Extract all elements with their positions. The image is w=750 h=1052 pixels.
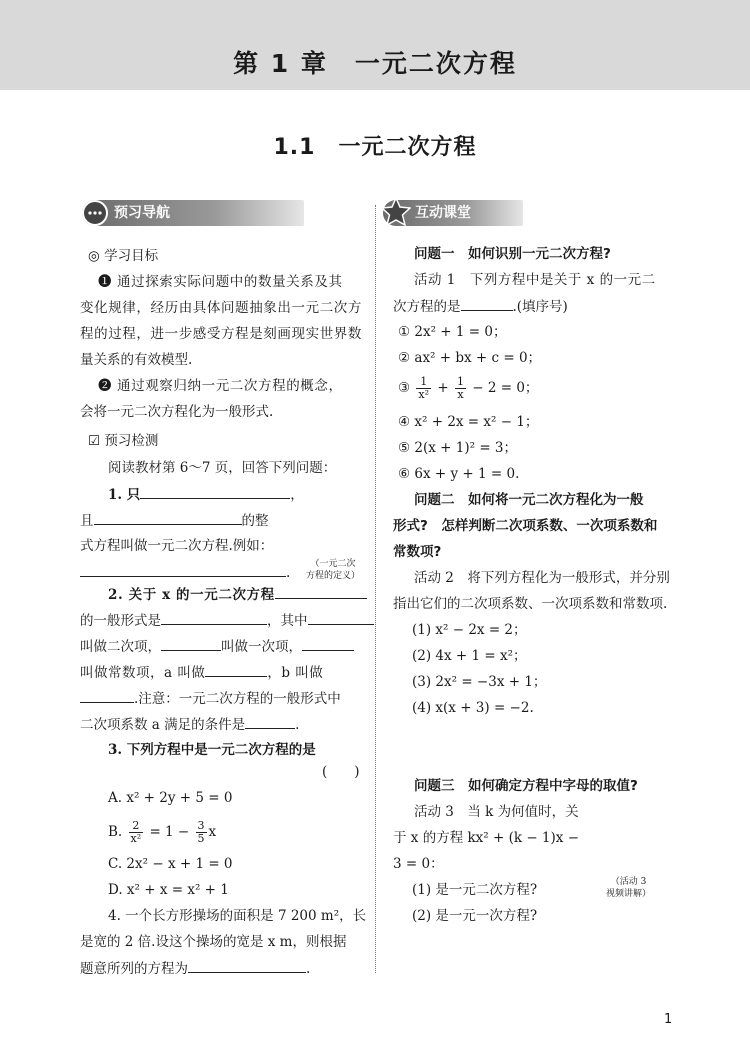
q3-option-b[interactable]: B. $\frac{2}{\text{x²}}$ = 1 − $\frac{3}{5}$ x [108, 819, 217, 845]
equation-3: ③ $\frac{1}{\text{x²}}$ + $\frac{1}{x}$ − 2 = 0； [398, 375, 539, 401]
q1-line-1: 1. 只 ， [108, 484, 304, 505]
q2-blank-4[interactable] [161, 636, 221, 651]
read-instruction: 阅读教材第 6～7 页，回答下列问题： [108, 460, 337, 476]
q4-blank[interactable] [188, 958, 306, 973]
q3-option-d[interactable]: D. x² + x = x² + 1 [108, 882, 229, 898]
fraction: $\frac{1}{x}$ [456, 375, 464, 401]
equation-5: ⑤ 2(x + 1)² = 3； [398, 440, 518, 456]
activity-3-line-2: 于 x 的方程 kx² + (k − 1)x − [393, 830, 580, 846]
q1-blank-2[interactable] [94, 510, 242, 525]
q3-option-c[interactable]: C. 2x² − x + 1 = 0 [108, 856, 233, 872]
interactive-class-banner [383, 200, 523, 226]
activity-2-item-1: (1) x² − 2x = 2； [412, 622, 527, 638]
activity-2-item-3: (3) 2x² = −3x + 1； [412, 674, 547, 690]
q1-line-4: . [80, 562, 290, 583]
activity-2-item-4: (4) x(x + 3) = −2. [412, 700, 534, 716]
pencil-check-icon: ☑ [88, 433, 101, 449]
q2-line-4: 叫做常数项，a 叫做 ，b 叫做 [80, 662, 323, 683]
target-icon: ◎ [88, 248, 100, 264]
q2-blank-6[interactable] [205, 662, 267, 677]
activity-2-item-2: (2) 4x + 1 = x²； [412, 648, 527, 664]
preview-check-heading: ☑ 预习检测 [88, 433, 159, 449]
activity-1-line-2: 次方程的是 .(填序号) [393, 296, 568, 317]
goal-1-line-3: 程的过程，进一步感受方程是刻画现实世界数 [80, 326, 362, 342]
q3-option-a[interactable]: A. x² + 2y + 5 = 0 [108, 790, 233, 806]
dots-icon [82, 200, 108, 226]
activity-1-line-1: 活动 1 下列方程中是关于 x 的一元二 [414, 272, 656, 288]
q4-line-2: 是宽的 2 倍.设这个操场的宽是 x m，则根据 [80, 934, 347, 950]
q1-blank-1[interactable] [140, 484, 290, 499]
q1-line-2: 且 的整 [80, 510, 269, 531]
equation-6: ⑥ 6x + y + 1 = 0. [398, 466, 520, 482]
video-explanation-note[interactable]: （活动 3 视频讲解） [606, 877, 652, 899]
definition-margin-note: （一元二次 方程的定义） [306, 559, 361, 581]
problem-2-heading-line-1: 问题二 如何将一元二次方程化为一般 [414, 492, 644, 508]
q3-stem: 3. 下列方程中是一元二次方程的是 [108, 742, 316, 758]
preview-guide-banner [82, 200, 304, 226]
page-number: 1 [664, 1012, 673, 1027]
q2-blank-1[interactable] [275, 584, 367, 599]
q2-line-3: 叫做二次项， 叫做一次项， [80, 636, 354, 657]
q2-line-2: 的一般形式是 ，其中 [80, 610, 374, 631]
q2-blank-2[interactable] [161, 610, 267, 625]
fraction: $\frac{3}{5}$ [197, 819, 205, 845]
star-icon [381, 197, 411, 231]
q4-line-1: 4. 一个长方形操场的面积是 7 200 m²，长 [108, 908, 367, 924]
problem-3-heading: 问题三 如何确定方程中字母的取值? [414, 778, 638, 794]
activity-1-blank[interactable] [461, 296, 513, 311]
equation-1: ① 2x² + 1 = 0； [398, 324, 507, 340]
preview-guide-title: 预习导航 [114, 205, 170, 221]
equation-4: ④ x² + 2x = x² − 1； [398, 414, 539, 430]
q2-line-1: 2. 关于 x 的一元二次方程 [108, 584, 367, 605]
interactive-class-title: 互动课堂 [415, 205, 471, 221]
activity-2-line-2: 指出它们的二次项系数、一次项系数和常数项. [393, 596, 668, 612]
column-divider [375, 205, 376, 973]
q2-blank-5[interactable] [302, 636, 354, 651]
q1-line-3: 式方程叫做一元二次方程.例如： [80, 538, 274, 554]
q2-line-5: .注意：一元二次方程的一般形式中 [80, 688, 341, 709]
chapter-title: 第 1 章 一元二次方程 [233, 49, 517, 78]
goal-1-line-1: ❶ 通过探索实际问题中的数量关系及其 [98, 274, 343, 290]
q2-blank-8[interactable] [245, 714, 295, 729]
activity-3-line-1: 活动 3 当 k 为何值时，关 [414, 804, 579, 820]
q2-blank-3[interactable] [308, 610, 374, 625]
section-title: 1.1 一元二次方程 [273, 135, 477, 160]
activity-3-line-3: 3 = 0： [393, 856, 444, 872]
fraction: $\frac{1}{\text{x²}}$ [418, 375, 430, 401]
fraction: $\frac{2}{\text{x²}}$ [130, 819, 142, 845]
activity-3-part-2: (2) 是一元一次方程? [412, 908, 538, 924]
q2-line-6: 二次项系数 a 满足的条件是 . [80, 714, 299, 735]
goal-2-line-1: ❷ 通过观察归纳一元二次方程的概念， [98, 378, 343, 394]
problem-1-heading: 问题一 如何识别一元二次方程? [414, 246, 611, 262]
goal-1-line-2: 变化规律，经历由具体问题抽象出一元二次方 [80, 300, 362, 316]
activity-2-line-1: 活动 2 将下列方程化为一般形式，并分别 [414, 570, 670, 586]
problem-2-heading-line-2: 形式? 怎样判断二次项系数、一次项系数和 [393, 518, 658, 534]
activity-3-part-1: (1) 是一元二次方程? [412, 882, 538, 898]
learning-goals-heading: ◎ 学习目标 [88, 248, 159, 264]
goal-2-line-2: 会将一元二次方程化为一般形式. [80, 404, 274, 420]
problem-2-heading-line-3: 常数项? [393, 544, 442, 560]
q4-line-3: 题意所列的方程为 . [80, 958, 310, 979]
q2-blank-7[interactable] [80, 688, 134, 703]
q3-answer-paren[interactable]: ( ) [322, 764, 360, 780]
q1-blank-3[interactable] [80, 562, 286, 577]
equation-2: ② ax² + bx + c = 0； [398, 350, 542, 366]
goal-1-line-4: 量关系的有效模型. [80, 352, 193, 368]
